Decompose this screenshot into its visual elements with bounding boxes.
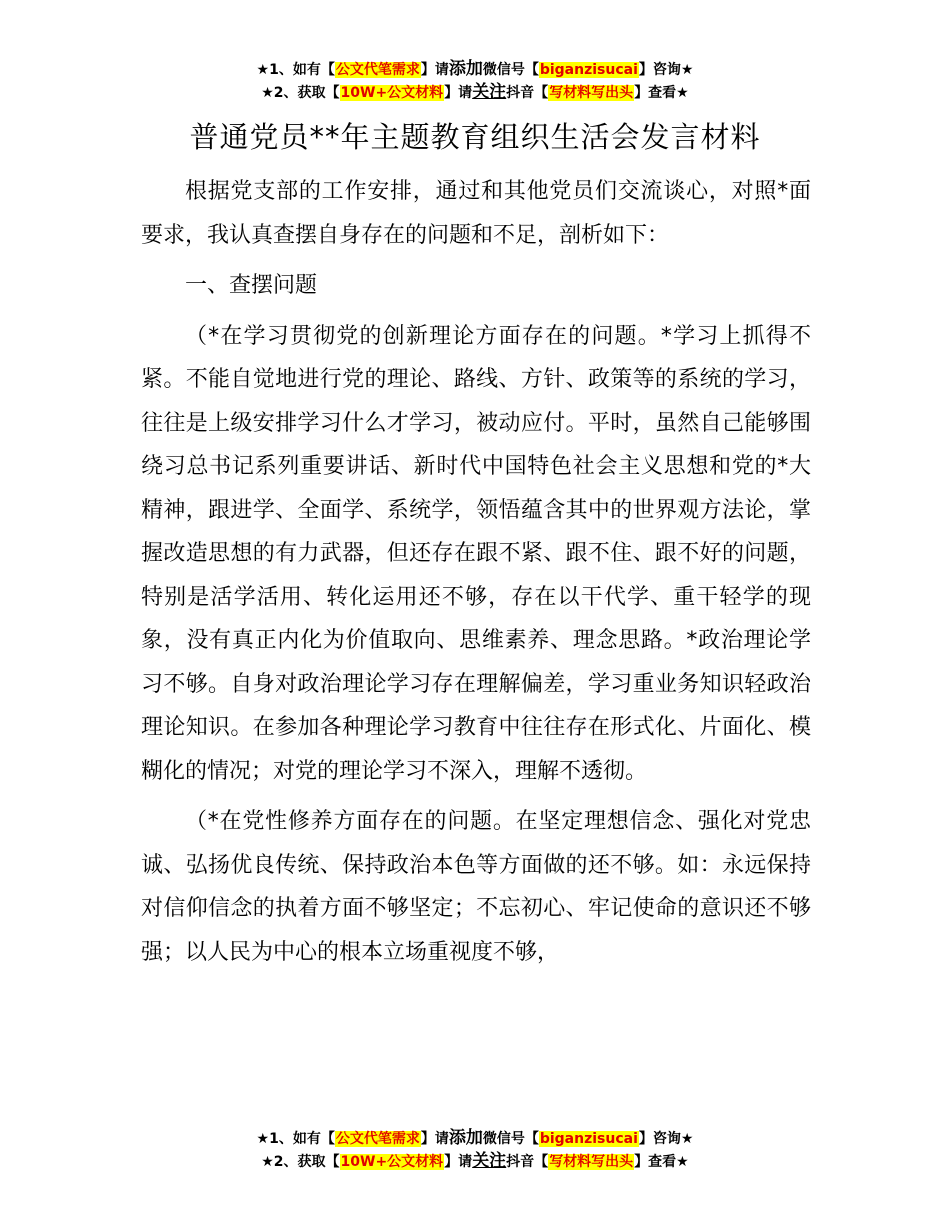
banner-text: 微信号【 — [482, 1131, 539, 1147]
banner-text: 】请 — [444, 1154, 473, 1170]
banner-text: ★1、如有【 — [256, 1131, 335, 1147]
footer-banner — [0, 1127, 950, 1173]
banner-text: 抖音【 — [506, 1154, 549, 1170]
document-body — [141, 170, 811, 981]
paragraph-party-spirit: （*在党性修养方面存在的问题。在坚定理想信念、强化对党忠诚、弘扬优良传统、保持政治本色等方面做的还不够。如：永远保持对信仰信念的执着方面不够坚定；不忘初心、牢记使命的意识还不够强；以人民为中心的根本立场重视度不够， — [141, 809, 811, 965]
banner-line-2 — [0, 1150, 950, 1173]
highlight-service: 公文代笔需求 — [335, 62, 420, 78]
paragraph-intro: 根据党支部的工作安排，通过和其他党员们交流谈心，对照*面要求，我认真查摆自身存在的问题和不足，剖析如下： — [141, 179, 811, 248]
banner-text: 】咨询★ — [638, 1131, 694, 1147]
highlight-wechat-id: biganzisucai — [539, 1131, 638, 1147]
banner-text: 】查看★ — [634, 85, 689, 101]
banner-text: 】查看★ — [634, 1154, 689, 1170]
banner-line-2 — [0, 81, 950, 104]
banner-text: 】请 — [444, 85, 473, 101]
banner-text: 】咨询★ — [638, 62, 694, 78]
highlight-materials: 10W+公文材料 — [340, 1154, 444, 1170]
header-banner — [0, 58, 950, 104]
banner-text: ★2、获取【 — [261, 85, 340, 101]
banner-line-1 — [0, 58, 950, 81]
banner-emphasis: 关注 — [472, 1151, 507, 1171]
highlight-service: 公文代笔需求 — [335, 1131, 420, 1147]
banner-text: ★1、如有【 — [256, 62, 335, 78]
highlight-materials: 10W+公文材料 — [340, 85, 444, 101]
banner-text: ★2、获取【 — [261, 1154, 340, 1170]
highlight-douyin-id: 写材料写出头 — [549, 1154, 634, 1170]
section-heading: 一、查摆问题 — [185, 273, 318, 298]
highlight-wechat-id: biganzisucai — [539, 62, 638, 78]
banner-emphasis: 添加 — [448, 59, 483, 79]
banner-text: 】请 — [420, 62, 449, 78]
banner-line-1 — [0, 1127, 950, 1150]
banner-text: 抖音【 — [506, 85, 549, 101]
banner-text: 微信号【 — [482, 62, 539, 78]
document-title: 普通党员**年主题教育组织生活会发言材料 — [189, 120, 761, 154]
banner-emphasis: 添加 — [448, 1128, 483, 1148]
banner-text: 】请 — [420, 1131, 449, 1147]
banner-emphasis: 关注 — [472, 82, 507, 102]
paragraph-theory-study: （*在学习贯彻党的创新理论方面存在的问题。*学习上抓得不紧。不能自觉地进行党的理论、路线、方针、政策等的系统的学习，往往是上级安排学习什么才学习，被动应付。平时，虽然自己能够围绕习总书记系列重要讲话、新时代中国特色社会主义思想和党的*大精神，跟进学、全面学、系统学，领悟蕴含其中的世界观方法论，掌握改造思想的有力武器，但还存在跟不紧、跟不住、跟不好的问题，特别是活学活用、转化运用还不够，存在以干代学、重干轻学的现象，没有真正内化为价值取向、思维素养、理念思路。*政治理论学习不够。自身对政治理论学习存在理解偏差，学习重业务知识轻政治理论知识。在参加各种理论学习教育中往往存在形式化、片面化、模糊化的情况；对党的理论学习不深入，理解不透彻。 — [141, 323, 811, 784]
highlight-douyin-id: 写材料写出头 — [549, 85, 634, 101]
